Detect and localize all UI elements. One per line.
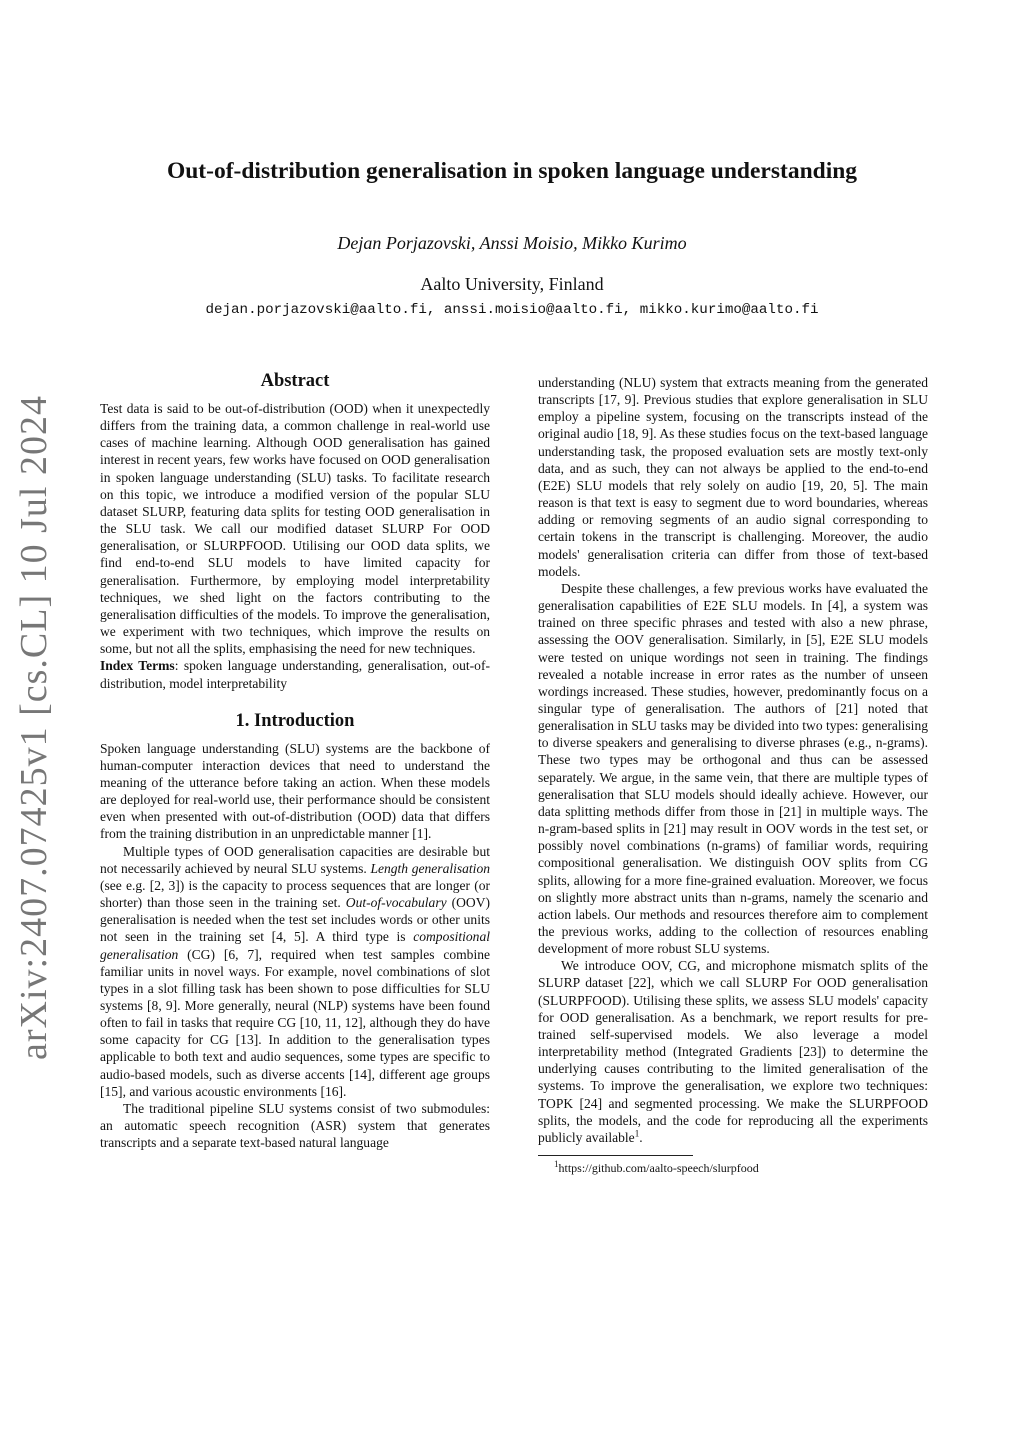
right-column [538,374,928,1176]
introduction-heading: 1. Introduction [235,710,355,731]
intro-p2-part-d: (CG) [6, 7], required when test samples combine familiar units in novel ways. For example, novel combinations of slot types in a slot filling task has been shown to pose difficulties for SLU systems [8, 9]. More generally, neural (NLP) systems have been found often to fail in tasks that require CG [10, 11, 12], although they do have some capacity for CG [13]. In addition to the generalisation types applicable to both text and audio sequences, some types are specific to audio-based models, such as diverse accents [14], different age groups [15], and various acoustic environments [16]. [100,946,490,1099]
footnote-link[interactable]: https://github.com/aalto-speech/slurpfood [558,1161,759,1176]
footnote-divider [538,1155,693,1156]
intro-p5-text: We introduce OOV, CG, and microphone mismatch splits of the SLURP dataset [22], which we call SLURP For OOD generalisation (SLURPFOOD). Utilising these splits, we assess SLU models' capacity for OOD generalisation. As a benchmark, we report results for pre-trained self-supervised models. We also leverage a model interpretability method (Integrated Gradients [23]) to determine the underlying causes contributing to the limited generalisation of the systems. To improve the generalisation, we explore two techniques: TOPK [24] and segmented processing. We make the SLURPFOOD splits, the models, and the code for reproducing all the experiments publicly available [538,958,928,1145]
intro-paragraph-4: Despite these challenges, a few previous works have evaluated the generalisation capabilities of E2E SLU models. In [4], a system was trained on three specific phrases and tested with also a new phrase, assessing the OOV generalisation. Similarly, in [5], E2E SLU models were tested on unique wordings not seen in training. The findings revealed a notable increase in error rates as the number of unseen wordings increased. These studies, however, predominantly focus on a singular type of generalisation. The authors of [21] noted that generalisation in SLU tasks may be divided into two types: generalising to diverse speakers and generalising to diverse phrases (e.g., n-grams). These two types may be orthogonal and thus can be assessed separately. We argue, in the same vein, that there are multiple types of generalisation that SLU models should ideally achieve. However, our data splitting methods differ from those in [21] in multiple ways. The n-gram-based splits in [21] may result in OOV words in the test set, or possibly novel combinations (n-grams) of familiar words, requiring compositional generalisation. We distinguish OOV splits from CG splits, allowing for a more fine-grained evaluation. Moreover, we focus on slightly more abstract units than n-grams, namely the scenario and action labels. Our methods and resources therefore aim to complement the previous works, adding to the collection of resources enabling development of more robust SLU systems. [538,580,928,957]
intro-p2-part-c: (OOV) generalisation is needed when the test set includes words or other units not seen in the training set [4, 5]. A third type is [100,895,490,945]
author-emails: dejan.porjazovski@aalto.fi, anssi.moisio@aalto.fi, mikko.kurimo@aalto.fi [205,302,819,318]
term-compositional-generalisation: compositional generalisation [100,929,490,962]
term-length-generalisation: Length generalisation [370,860,490,876]
intro-paragraph-3: The traditional pipeline SLU systems consist of two submodules: an automatic speech recognition (ASR) system that generates transcripts and a separate text-based natural language [100,1100,490,1151]
index-terms [100,657,490,691]
intro-paragraph-3-continued: understanding (NLU) system that extracts meaning from the generated transcripts [17, 9]. Previous studies that explore generalisation in SLU employ a pipeline system, focusing on the transcripts instead of the original audio [18, 9]. As these studies focus on the text-based language understanding task, the proposed evaluation sets are mostly text-only data, and as such, they can not always be applied to the end-to-end (E2E) SLU models that rely solely on audio [19, 20, 5]. The main reason is that text is easy to segment due to word boundaries, whereas adding or removing segments of an audio signal corresponding to certain tokens in the transcript is challenging. Moreover, the audio models' generalisation criteria can differ from those of text-based models. [538,375,928,579]
footnote-number: 1 [554,1159,559,1170]
left-column [100,370,490,1151]
affiliation: Aalto University, Finland [420,274,604,294]
intro-paragraph-5 [538,957,928,1146]
intro-p5-end: . [639,1129,643,1145]
term-out-of-vocabulary: Out-of-vocabulary [345,895,447,911]
index-terms-label: Index Terms [100,658,175,674]
intro-p2-part-a: Multiple types of OOD generalisation capacities are desirable but not necessarily achieved by neural SLU systems. [100,843,490,876]
abstract-text: Test data is said to be out-of-distribution (OOD) when it unexpectedly differs from the training data, a common challenge in real-world use cases of machine learning. Although OOD generalisation has gained interest in recent years, few works have focused on OOD generalisation in spoken language understanding (SLU) tasks. To facilitate research on this topic, we introduce a modified version of the popular SLU dataset SLURP, featuring data splits for testing OOD generalisation in the SLU task. We call our modified dataset SLURP For OOD generalisation, or SLURPFOOD. Utilising our OOD data splits, we find end-to-end SLU models to have limited capacity for generalisation. Furthermore, by employing model interpretability techniques, we shed light on the factors contributing to the generalisation difficulties of the models. To improve the generalisation, we experiment with two techniques, which improve the results on some, but not all the splits, emphasising the need for new techniques. [100,401,490,657]
index-terms-list: : spoken language understanding, generalisation, out-of-distribution, model interpretability [100,658,490,691]
intro-p2-part-b: (see e.g. [2, 3]) is the capacity to process sequences that are longer (or shorter) than those seen in the training set. [100,877,490,911]
footnote-marker: 1 [634,1128,640,1139]
intro-paragraph-2 [100,843,490,1100]
intro-paragraph-1: Spoken language understanding (SLU) systems are the backbone of human-computer interaction devices that need to understand the meaning of the utterance before taking an action. When these models are deployed for real-world use, their performance should be consistent even when presented with out-of-distribution (OOD) data that differs from the training distribution in an unpredictable manner [1]. [100,740,490,842]
author-list: Dejan Porjazovski, Anssi Moisio, Mikko Kurimo [337,233,687,253]
footnote [538,1161,928,1176]
paper-title: Out-of-distribution generalisation in spoken language understanding [166,158,858,184]
abstract-heading: Abstract [260,371,330,391]
arxiv-identifier: arXiv:2407.07425v1 [cs.CL] 10 Jul 2024 [13,395,55,1060]
